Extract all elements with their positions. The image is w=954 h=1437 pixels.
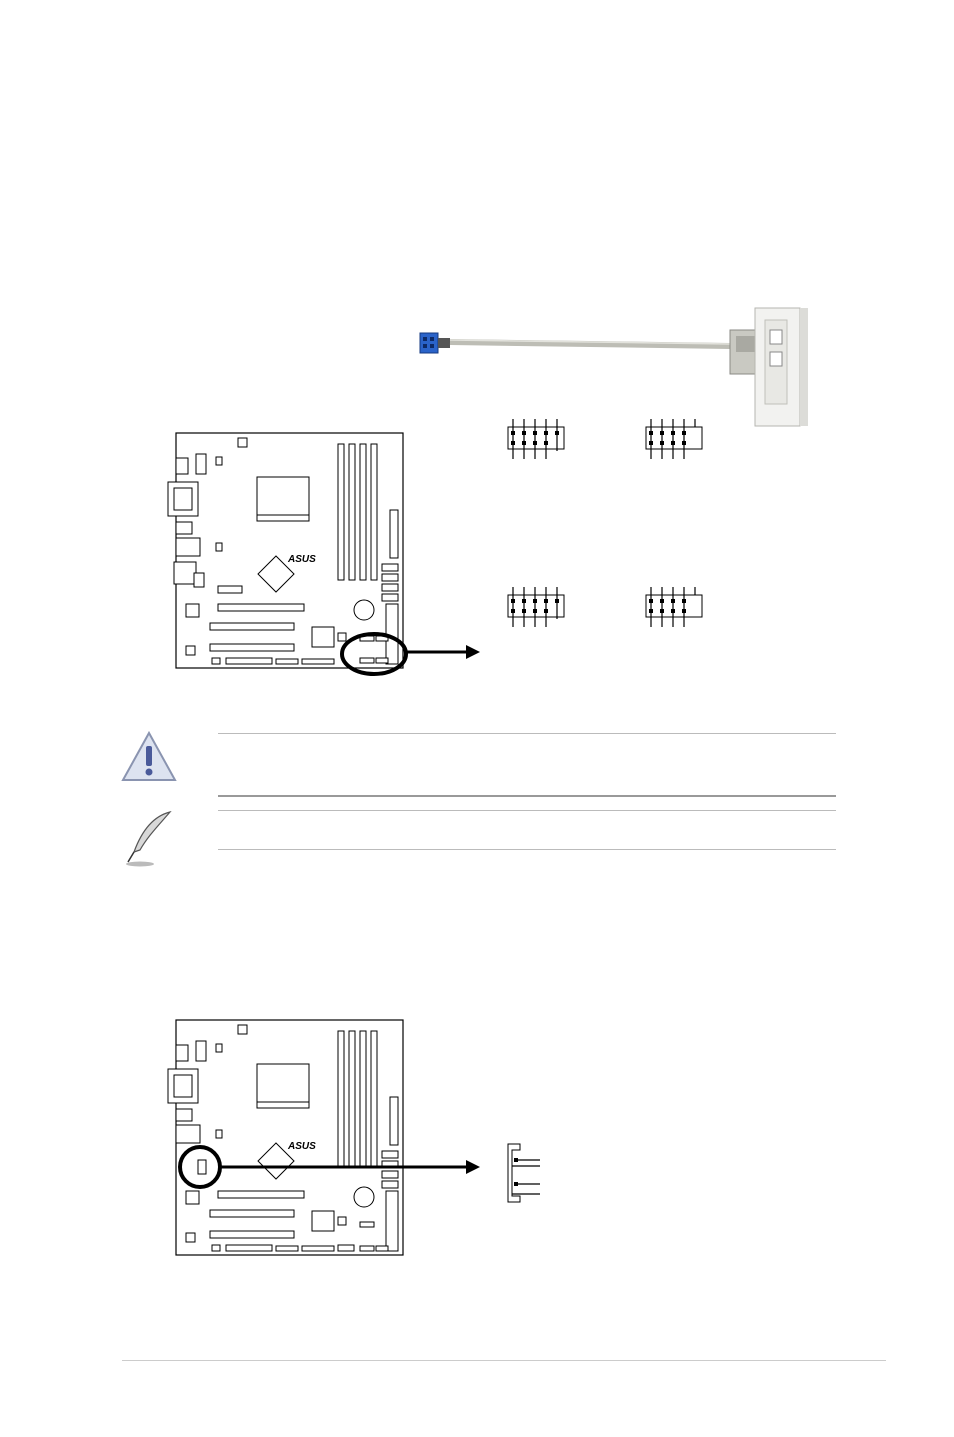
warning-triangle-icon — [120, 730, 178, 784]
caution-bottom-rule — [218, 795, 836, 797]
note-top-rule — [218, 810, 836, 811]
usb-header-pinout-2 — [638, 415, 718, 465]
asus-logo: ASUS — [288, 554, 316, 565]
chassis-header-pinout — [500, 1138, 560, 1208]
motherboard-layout-chassis — [160, 1017, 490, 1267]
footer-rule — [122, 1360, 886, 1361]
caution-top-rule — [218, 733, 836, 734]
usb-header-pinout-3 — [500, 583, 580, 633]
motherboard-layout-usb — [160, 430, 490, 680]
asus-logo-2: ASUS — [288, 1141, 316, 1152]
quill-note-icon — [118, 808, 182, 868]
usb-header-pinout-4 — [638, 583, 718, 633]
usb-bracket-cable — [410, 300, 830, 430]
note-bottom-rule — [218, 849, 836, 850]
usb-header-pinout-1 — [500, 415, 580, 465]
